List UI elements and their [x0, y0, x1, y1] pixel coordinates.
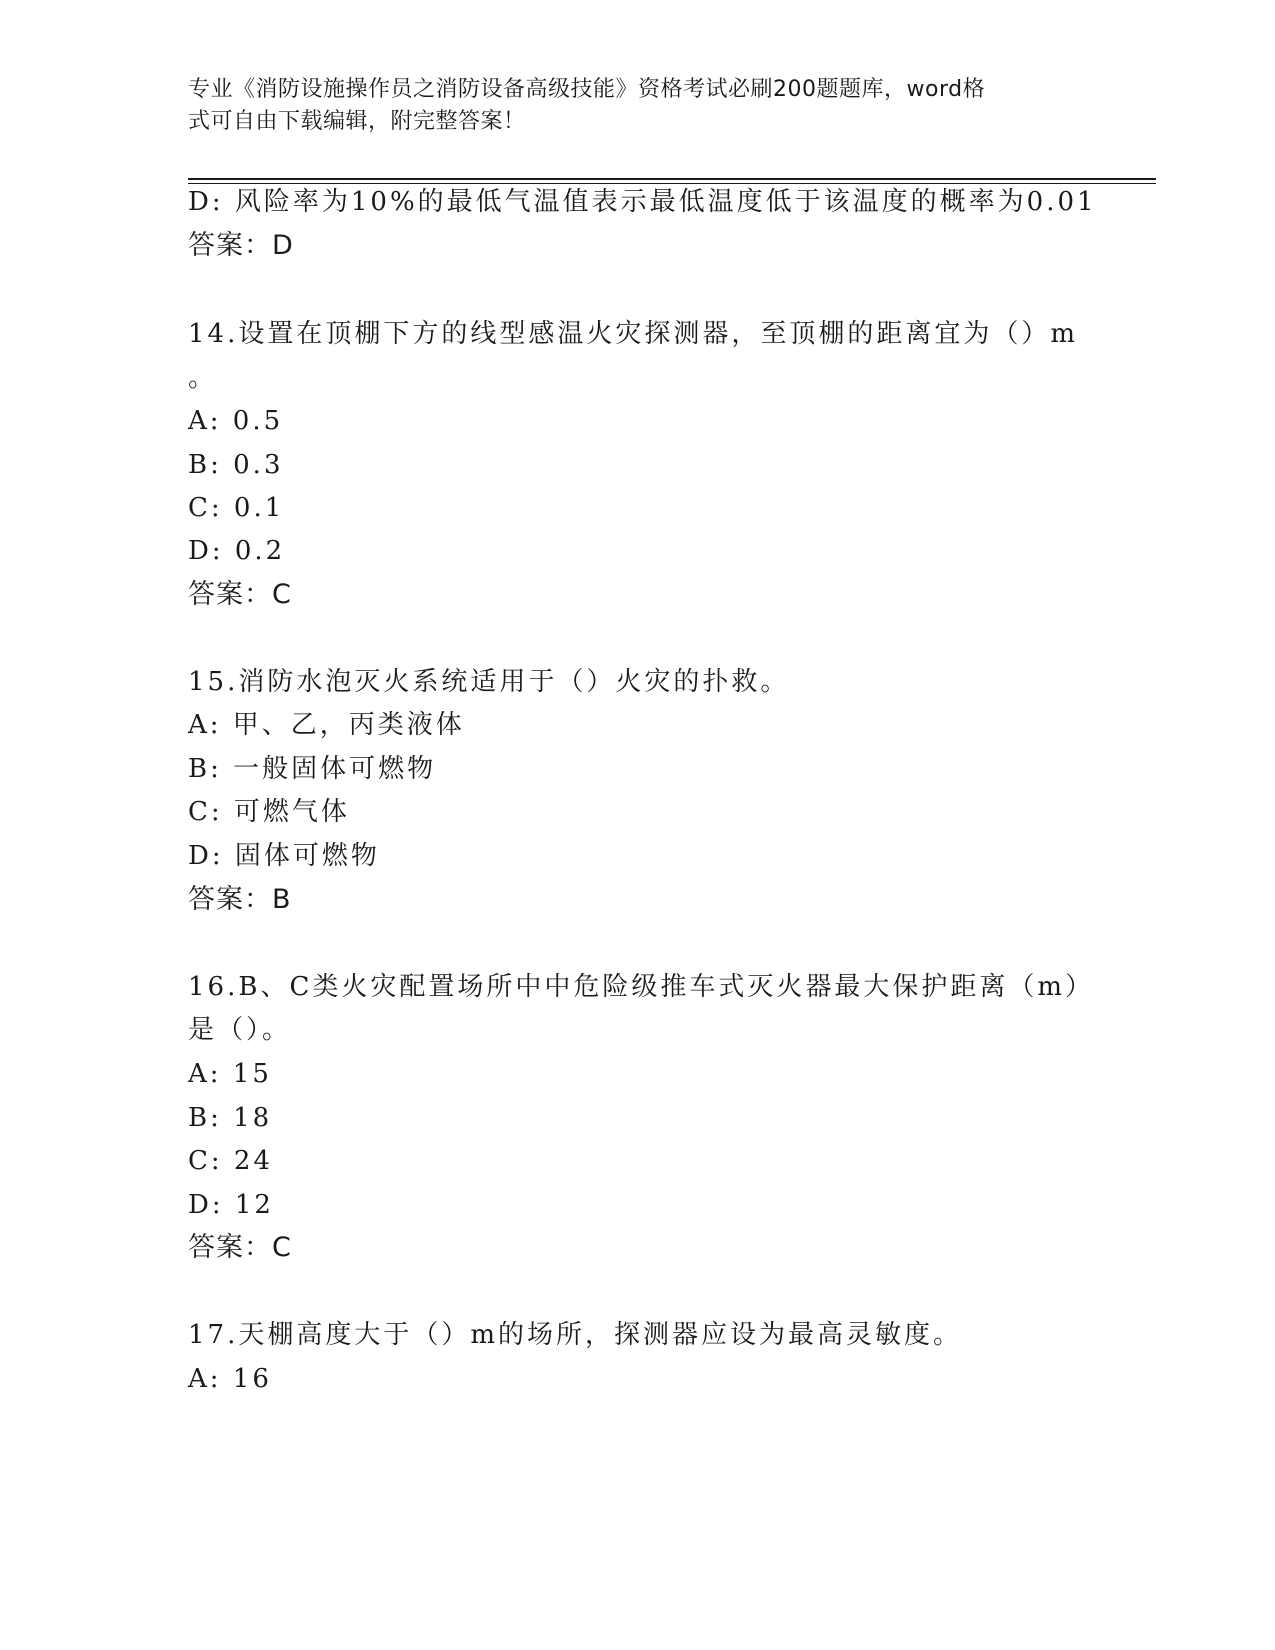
q14-option-b: B: 0.3 — [188, 450, 284, 480]
header-divider-thick — [188, 178, 1156, 180]
q16-question-line-1: 16.B、C类火灾配置场所中中危险级推车式灭火器最大保护距离（m） — [188, 972, 1095, 1002]
q16-option-b: B: 18 — [188, 1103, 273, 1133]
header-title-line-1: 专业《消防设施操作员之消防设备高级技能》资格考试必刷200题题库，word格 — [188, 77, 986, 102]
q16-question-line-2: 是（）。 — [188, 1015, 292, 1045]
q16-option-d: D: 12 — [188, 1190, 274, 1220]
q16-option-c: C: 24 — [188, 1146, 274, 1176]
q17-option-a: A: 16 — [188, 1364, 272, 1394]
q15-option-c: C: 可燃气体 — [188, 797, 350, 827]
q17-question: 17.天棚高度大于（）m的场所，探测器应设为最高灵敏度。 — [188, 1320, 963, 1350]
q16-option-a: A: 15 — [188, 1059, 272, 1089]
q14-option-d: D: 0.2 — [188, 536, 286, 566]
q15-option-a: A: 甲、乙，丙类液体 — [188, 710, 465, 740]
q14-question-line-2: 。 — [188, 363, 218, 393]
q13-option-d: D: 风险率为10%的最低气温值表示最低温度低于该温度的概率为0.01 — [188, 187, 1097, 217]
q15-option-b: B: 一般固体可燃物 — [188, 754, 437, 784]
header-divider-thin — [188, 183, 1156, 184]
q16-answer: 答案：C — [188, 1232, 292, 1263]
q15-option-d: D: 固体可燃物 — [188, 841, 380, 871]
header-title-line-2: 式可自由下载编辑，附完整答案！ — [188, 109, 526, 134]
document-header — [188, 74, 1068, 138]
q13-answer: 答案：D — [188, 230, 294, 261]
q14-answer: 答案：C — [188, 579, 292, 610]
q14-question-line-1: 14.设置在顶棚下方的线型感温火灾探测器，至顶棚的距离宜为（）m — [188, 319, 1079, 349]
q15-question: 15.消防水泡灭火系统适用于（）火灾的扑救。 — [188, 667, 790, 697]
q14-option-a: A: 0.5 — [188, 406, 284, 436]
q14-option-c: C: 0.1 — [188, 493, 285, 523]
q15-answer: 答案：B — [188, 884, 292, 915]
